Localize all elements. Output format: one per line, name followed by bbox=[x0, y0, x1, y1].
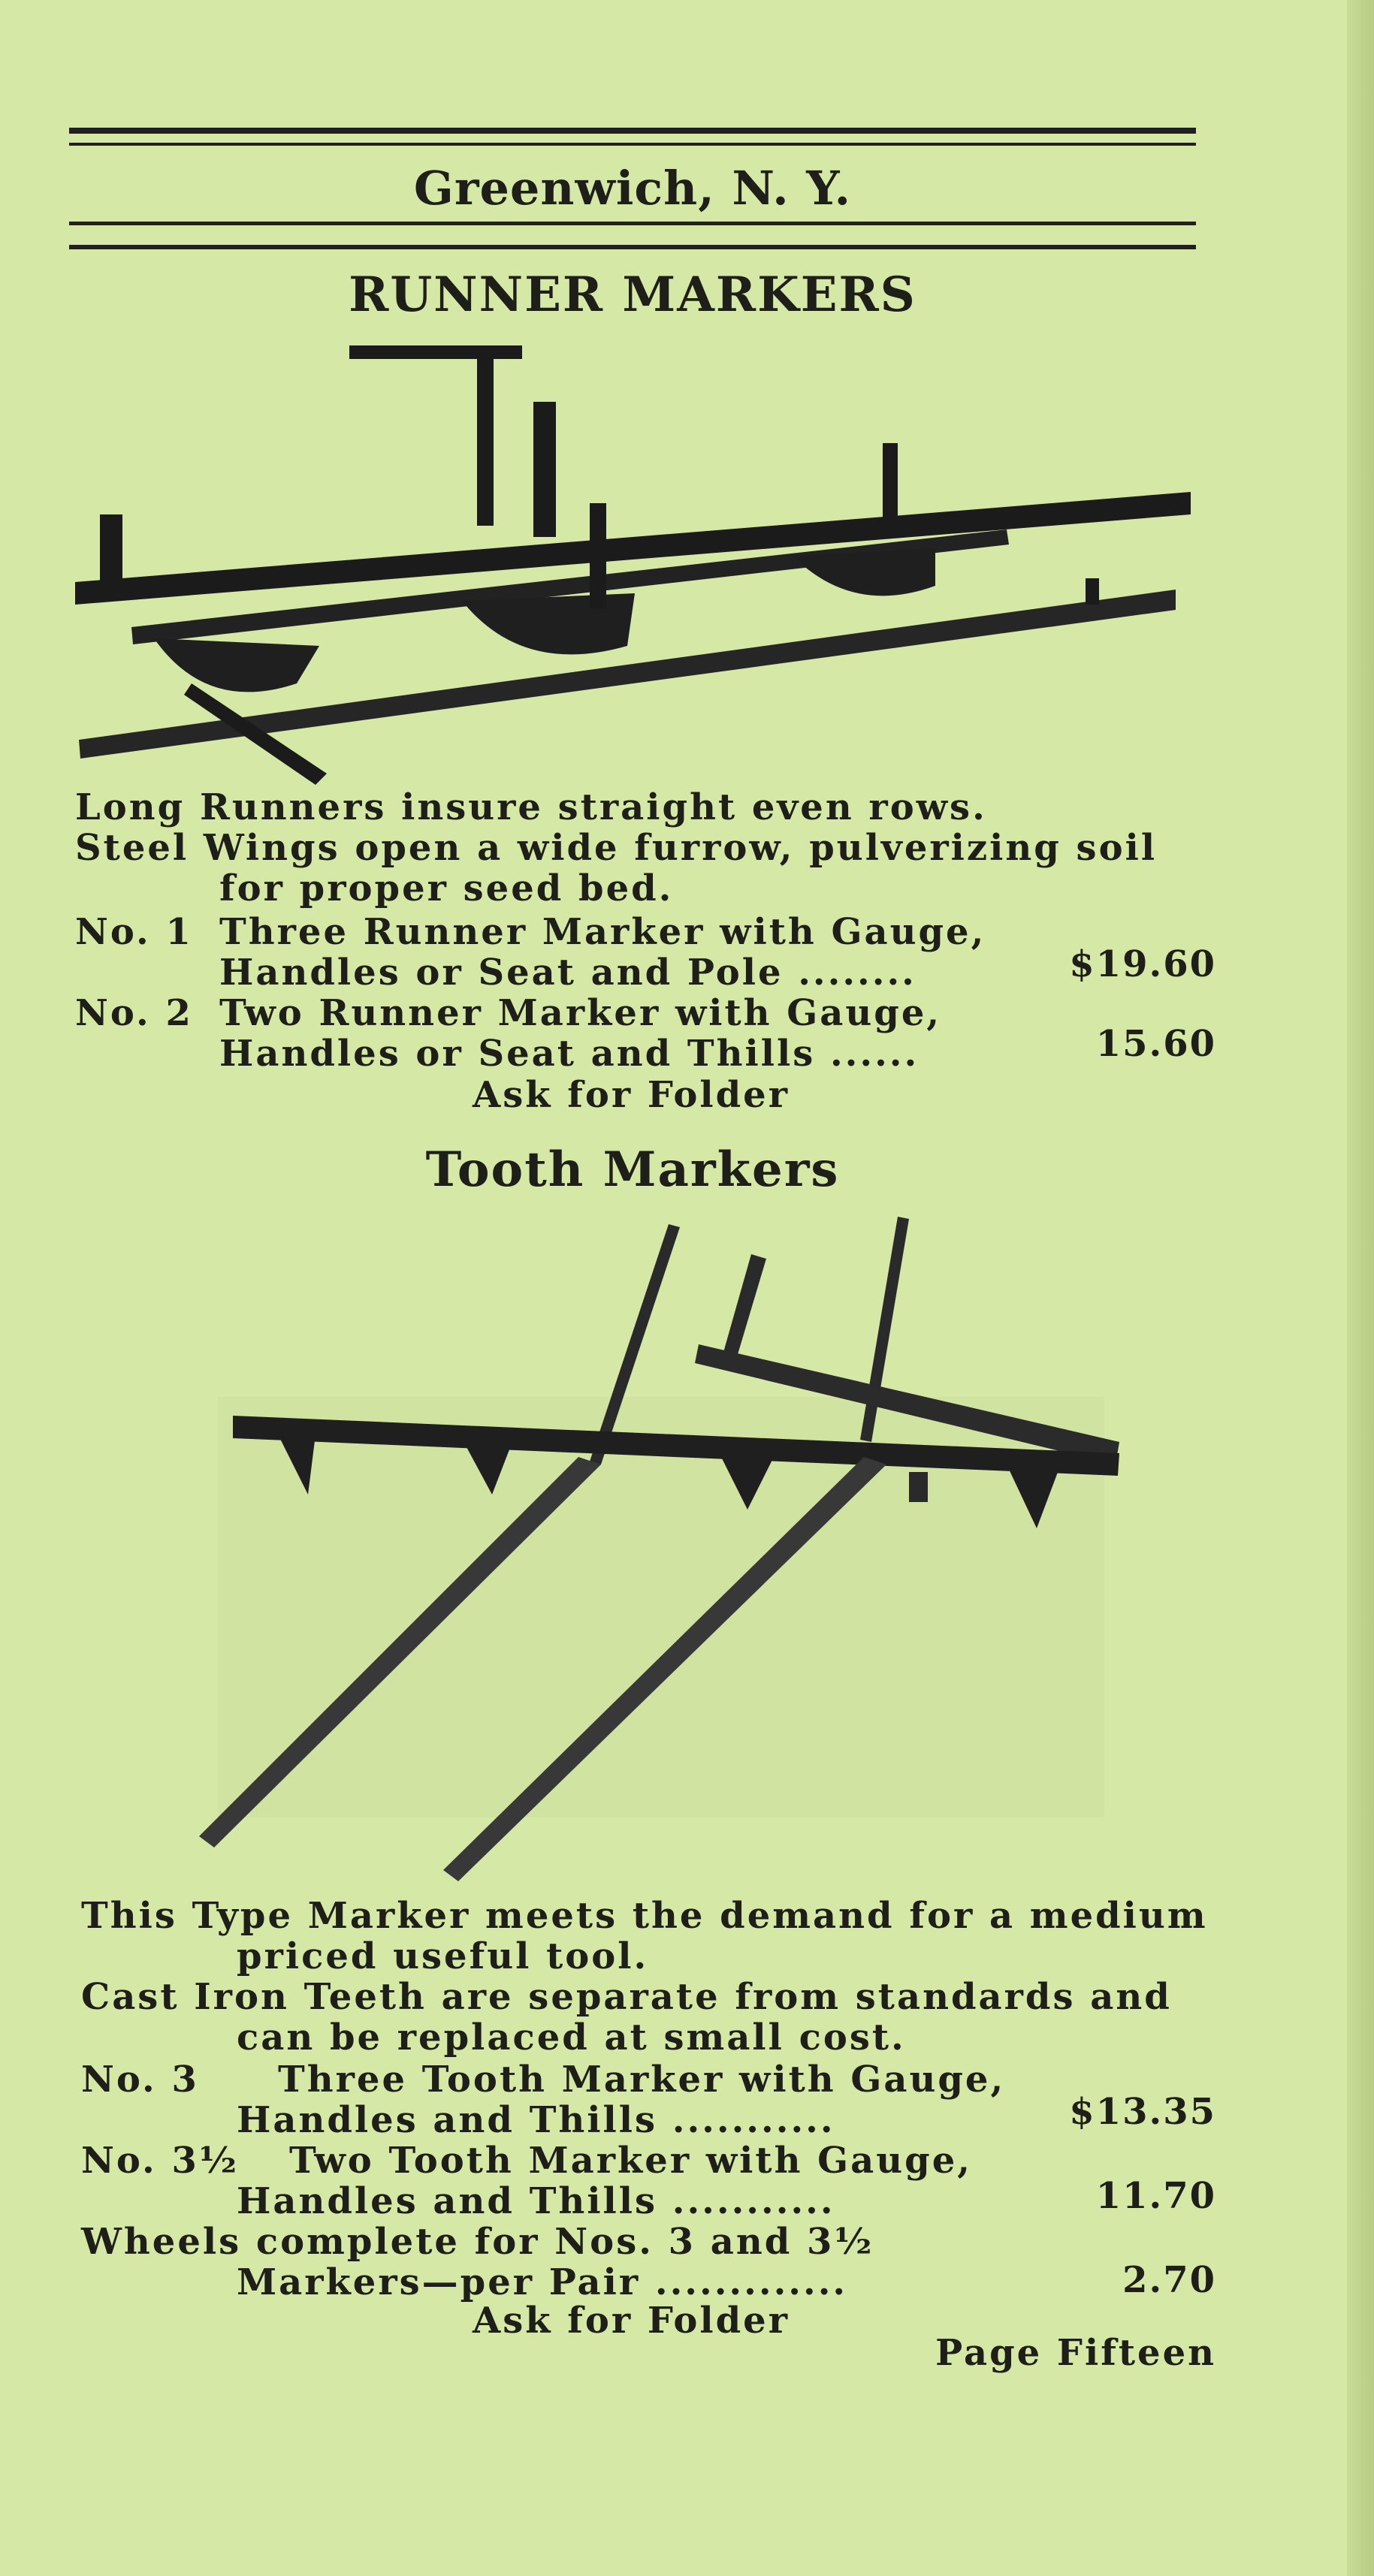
tooth-item-2-number: No. 3½ bbox=[81, 2140, 239, 2182]
tooth-item-1-line-2: Handles and Thills ........... bbox=[237, 2099, 835, 2141]
runner-markers-title: RUNNER MARKERS bbox=[349, 267, 917, 323]
top-rule bbox=[69, 128, 1196, 134]
tooth-marker-illustration bbox=[195, 1217, 1127, 1893]
runner-marker-illustration bbox=[71, 330, 1206, 796]
runner-item-2-line-2: Handles or Seat and Thills ...... bbox=[219, 1033, 920, 1075]
tooth-item-1-price: $13.35 bbox=[1069, 2091, 1216, 2133]
tooth-item-2-line-1: Two Tooth Marker with Gauge, bbox=[289, 2140, 972, 2182]
tooth-item-2-price: 11.70 bbox=[1095, 2175, 1216, 2217]
tooth-item-2-line-2: Handles and Thills ........... bbox=[237, 2180, 835, 2222]
runner-ask-for-folder: Ask for Folder bbox=[473, 1074, 790, 1116]
header-rule-thick bbox=[69, 245, 1196, 249]
page-edge bbox=[1347, 0, 1374, 2576]
runner-desc-line-3: for proper seed bed. bbox=[219, 867, 674, 909]
tooth-markers-title: Tooth Markers bbox=[425, 1142, 840, 1198]
runner-item-1-number: No. 1 bbox=[75, 911, 193, 953]
wheels-price: 2.70 bbox=[1122, 2259, 1216, 2301]
header-location: Greenwich, N. Y. bbox=[413, 161, 852, 216]
header-rule bbox=[69, 222, 1196, 225]
runner-desc-line-1: Long Runners insure straight even rows. bbox=[75, 786, 987, 828]
runner-item-1-line-1: Three Runner Marker with Gauge, bbox=[219, 911, 986, 953]
runner-desc-line-2: Steel Wings open a wide furrow, pulverizing soil bbox=[75, 827, 1158, 869]
tooth-desc-line-4: can be replaced at small cost. bbox=[237, 2016, 906, 2059]
runner-item-2-price: 15.60 bbox=[1095, 1023, 1216, 1065]
tooth-item-1-number: No. 3 bbox=[81, 2059, 199, 2101]
tooth-item-1-line-1: Three Tooth Marker with Gauge, bbox=[278, 2059, 1006, 2101]
wheels-line-1: Wheels complete for Nos. 3 and 3½ bbox=[81, 2221, 874, 2263]
tooth-desc-line-1: This Type Marker meets the demand for a medium bbox=[81, 1895, 1208, 1937]
runner-item-1-line-2: Handles or Seat and Pole ........ bbox=[219, 952, 917, 994]
tooth-ask-for-folder: Ask for Folder bbox=[473, 2300, 790, 2342]
tooth-desc-line-3: Cast Iron Teeth are separate from standards and bbox=[81, 1976, 1172, 2018]
top-rule-thin bbox=[69, 143, 1196, 146]
runner-item-1-price: $19.60 bbox=[1069, 943, 1216, 985]
tooth-desc-line-2: priced useful tool. bbox=[237, 1935, 649, 1977]
wheels-line-2: Markers—per Pair ............. bbox=[237, 2261, 848, 2303]
runner-item-2-line-1: Two Runner Marker with Gauge, bbox=[219, 992, 942, 1034]
runner-item-2-number: No. 2 bbox=[75, 992, 193, 1034]
page-number: Page Fifteen bbox=[935, 2332, 1216, 2374]
